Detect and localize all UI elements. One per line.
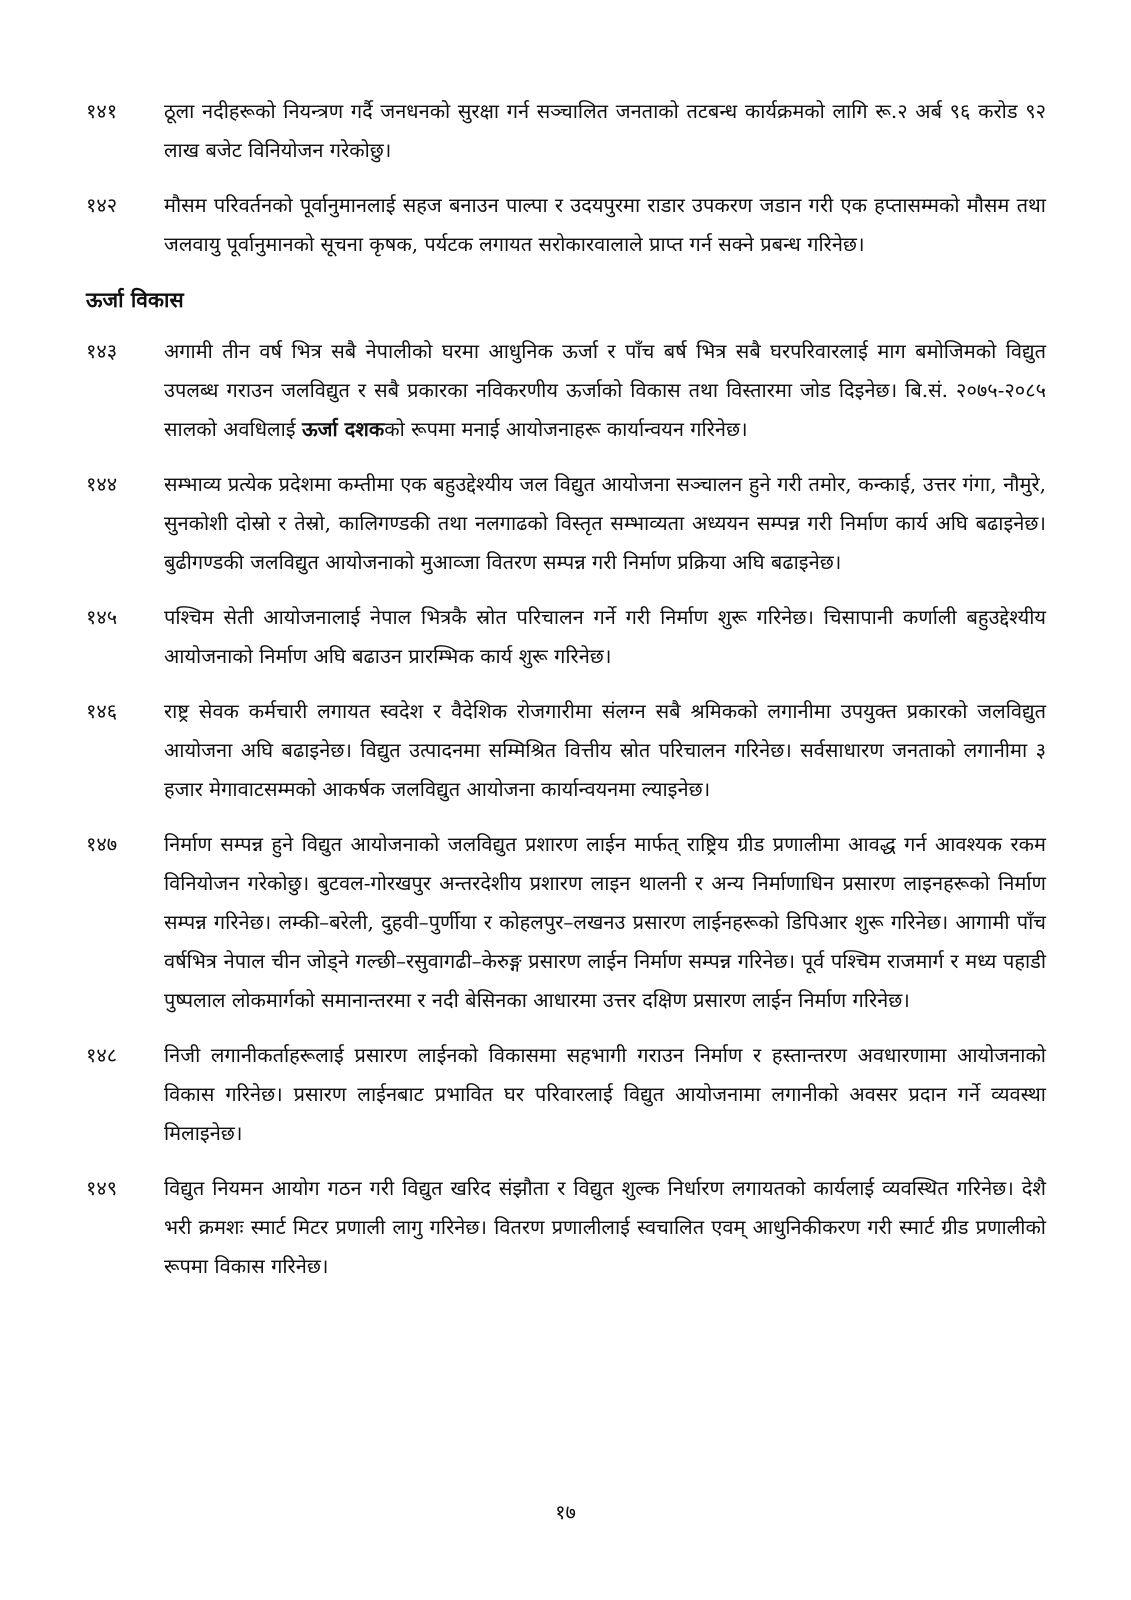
paragraph-145 (86, 598, 1046, 676)
paragraph-text: निजी लगानीकर्ताहरूलाई प्रसारण लाईनको विकासमा सहभागी गराउन निर्माण र हस्तान्तरण अवधारणामा आयोजनाको विकास गरिनेछ। प्रसारण लाईनबाट प्रभावित घर परिवारलाई विद्युत आयोजनामा लगानीको अवसर प्रदान गर्ने व्यवस्था मिलाइनेछ। (164, 1043, 1046, 1145)
page-content (86, 92, 1046, 1302)
paragraph-number: १४८ (86, 1043, 118, 1067)
bold-term: ऊर्जा दशक (301, 417, 385, 441)
paragraph-number: १४२ (86, 193, 118, 217)
paragraph-number: १४३ (86, 339, 118, 363)
section-heading: ऊर्जा विकास (86, 287, 184, 312)
paragraph-146 (86, 692, 1046, 809)
paragraph-text: विद्युत नियमन आयोग गठन गरी विद्युत खरिद संझौता र विद्युत शुल्क निर्धारण लगायतको कार्यलाई व्यवस्थित गरिनेछ। देशै भरी क्रमशः स्मार्ट मिटर प्रणाली लागु गरिनेछ। वितरण प्रणालीलाई स्वचालित एवम् आधुनिकीकरण गरी स्मार्ट ग्रीड प्रणालीको रूपमा विकास गरिनेछ। (164, 1176, 1046, 1278)
paragraph-147 (86, 825, 1046, 1020)
paragraph-149 (86, 1169, 1046, 1286)
paragraph-text (164, 332, 1046, 449)
paragraph-144 (86, 465, 1046, 582)
paragraph-number: १४१ (86, 99, 118, 123)
paragraph-number: १४९ (86, 1176, 118, 1200)
paragraph-148 (86, 1036, 1046, 1153)
paragraph-number: १४७ (86, 832, 118, 856)
paragraph-text: ठूला नदीहरूको नियन्त्रण गर्दै जनधनको सुरक्षा गर्न सञ्चालित जनताको तटबन्ध कार्यक्रमको लागि रू.२ अर्ब ९६ करोड ९२ लाख बजेट विनियोजन गरेकोछु। (164, 99, 1046, 162)
paragraph-text-part: अगामी तीन वर्ष भित्र सबै नेपालीको घरमा आधुनिक ऊर्जा र पाँच बर्ष भित्र सबै घरपरिवारलाई माग बमोजिमको विद्युत उपलब्ध गराउन जलविद्युत र सबै प्रकारका नविकरणीय ऊर्जाको विकास तथा विस्तारमा जोड दिइनेछ। बि.सं. २०७५-२०८५ सालको अवधिलाई (164, 339, 1046, 441)
page-number: १७ (555, 1500, 576, 1524)
paragraph-text-part: को रूपमा मनाई आयोजनाहरू कार्यान्वयन गरिनेछ। (384, 417, 748, 441)
paragraph-141 (86, 92, 1046, 170)
paragraph-number: १४५ (86, 605, 118, 629)
paragraph-143 (86, 332, 1046, 449)
paragraph-text: राष्ट्र सेवक कर्मचारी लगायत स्वदेश र वैदेशिक रोजगारीमा संलग्न सबै श्रमिकको लगानीमा उपयुक्त प्रकारको जलविद्युत आयोजना अघि बढाइनेछ। विद्युत उत्पादनमा सम्मिश्रित वित्तीय स्रोत परिचालन गरिनेछ। सर्वसाधारण जनताको लगानीमा ३ हजार मेगावाटसम्मको आकर्षक जलविद्युत आयोजना कार्यान्वयनमा ल्याइनेछ। (164, 699, 1046, 801)
paragraph-number: १४४ (86, 472, 118, 496)
paragraph-text: पश्चिम सेती आयोजनालाई नेपाल भित्रकै स्रोत परिचालन गर्ने गरी निर्माण शुरू गरिनेछ। चिसापानी कर्णाली बहुउद्देश्यीय आयोजनाको निर्माण अघि बढाउन प्रारम्भिक कार्य शुरू गरिनेछ। (164, 605, 1046, 668)
paragraph-142 (86, 186, 1046, 264)
paragraph-text: निर्माण सम्पन्न हुने विद्युत आयोजनाको जलविद्युत प्रशारण लाईन मार्फत् राष्ट्रिय ग्रीड प्रणालीमा आवद्ध गर्न आवश्यक रकम विनियोजन गरेकोछु। बुटवल-गोरखपुर अन्तरदेशीय प्रशारण लाइन थालनी र अन्य निर्माणाधिन प्रसारण लाइनहरूको निर्माण सम्पन्न गरिनेछ। लम्की–बरेली, दुहवी–पुर्णीया र कोहलपुर–लखनउ प्रसारण लाईनहरूको डिपिआर शुरू गरिनेछ। आगामी पाँच वर्षभित्र नेपाल चीन जोड्ने गल्छी–रसुवागढी–केरुङ्ग प्रसारण लाईन निर्माण सम्पन्न गरिनेछ। पूर्व पश्चिम राजमार्ग र मध्य पहाडी पुष्पलाल लोकमार्गको समानान्तरमा र नदी बेसिनका आधारमा उत्तर दक्षिण प्रसारण लाईन निर्माण गरिनेछ। (164, 832, 1046, 1012)
paragraph-text: सम्भाव्य प्रत्येक प्रदेशमा कम्तीमा एक बहुउद्देश्यीय जल विद्युत आयोजना सञ्चालन हुने गरी तमोर, कन्काई, उत्तर गंगा, नौमुरे, सुनकोशी दोस्रो र तेस्रो, कालिगण्डकी तथा नलगाढको विस्तृत सम्भाव्यता अध्ययन सम्पन्न गरी निर्माण कार्य अघि बढाइनेछ। बुढीगण्डकी जलविद्युत आयोजनाको मुआव्जा वितरण सम्पन्न गरी निर्माण प्रक्रिया अघि बढाइनेछ। (164, 472, 1046, 574)
paragraph-text: मौसम परिवर्तनको पूर्वानुमानलाई सहज बनाउन पाल्पा र उदयपुरमा राडार उपकरण जडान गरी एक हप्तासम्मको मौसम तथा जलवायु पूर्वानुमानको सूचना कृषक, पर्यटक लगायत सरोकारवालाले प्राप्त गर्न सक्ने प्रबन्ध गरिनेछ। (164, 193, 1046, 256)
paragraph-number: १४६ (86, 699, 118, 723)
